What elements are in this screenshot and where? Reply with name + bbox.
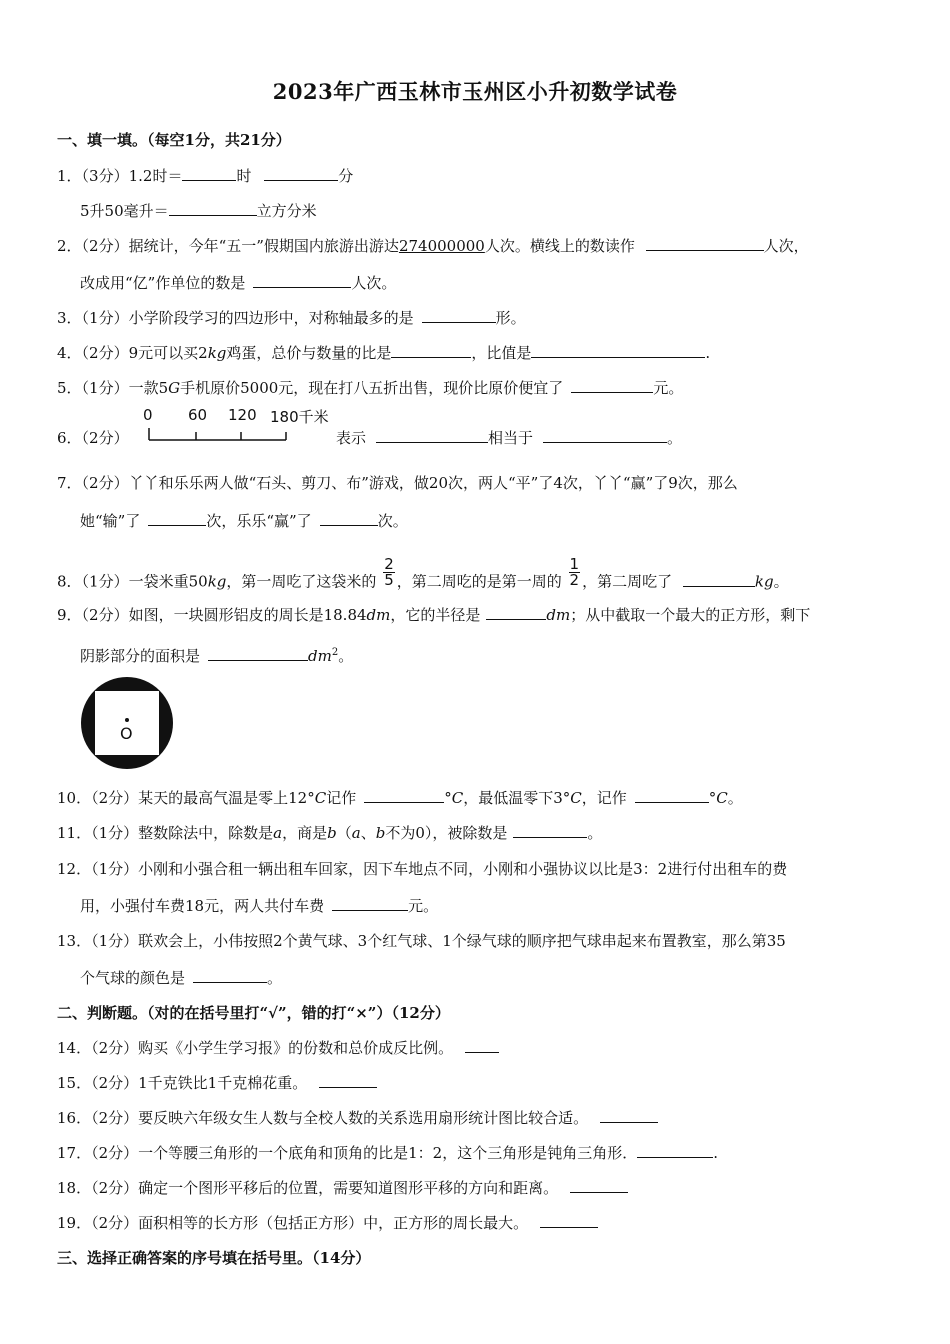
center-label: O (120, 724, 133, 743)
question-14: 14．（2分）购买《小学生学习报》的份数和总价成反比例。 (57, 1038, 499, 1058)
question-11: 11．（1分）整数除法中，除数是a，商是b（a、b不为0），被除数是 。 (57, 824, 603, 842)
fraction-two-fifths: $\frac{2}{5}$ (384, 555, 394, 589)
question-12-line-2: 用，小强付车费18元，两人共付车费 元。 (80, 897, 439, 915)
circle-square-svg (80, 676, 174, 770)
question-12: 12．（1分）小刚和小强合租一辆出租车回家，因下车地点不同，小刚和小强协议以比是3：2进行付出租车的费 (57, 860, 788, 878)
question-9-line-2: 阴影部分的面积是 $dm^2$。 (80, 647, 354, 665)
question-5: 5．（1分）一款5G手机原价5000元，现在打八五折出售，现价比原价便宜了 元。 (57, 379, 684, 397)
question-3: 3．（1分）小学阶段学习的四边形中，对称轴最多的是 形。 (57, 309, 526, 327)
question-1: 1．（3分）1.2时＝ 时 分 (57, 167, 354, 185)
question-2: 2．（2分）据统计，今年“五一”假期国内旅游出游达274000000人次。横线上的数读作 人次， (57, 237, 809, 255)
question-17: 17．（2分）一个等腰三角形的一个底角和顶角的比是1：2，这个三角形是钝角三角形． . (57, 1144, 719, 1162)
page-title: 2023年广西玉林市玉州区小升初数学试卷 (272, 79, 678, 104)
question-4: 4．（2分）9元可以买2kg鸡蛋，总价与数量的比是 ，比值是 . (57, 344, 711, 362)
question-16: 16．（2分）要反映六年级女生人数与全校人数的关系选用扇形统计图比较合适。 (57, 1108, 658, 1128)
question-18: 18．（2分）确定一个图形平移后的位置，需要知道图形平移的方向和距离。 (57, 1178, 628, 1198)
question-8: 8．（1分）一袋米重50kg，第一周吃了这袋米的 $\frac{2}{5}$ ，第二周吃的是第一周的 $\frac{1}{2}$ ，第二周吃了 kg。 (57, 555, 789, 591)
question-10: 10．（2分）某天的最高气温是零上12°C记作 °C，最低温零下3°C，记作 °C。 (57, 789, 743, 807)
question-1-line-2: 5升50毫升＝ 立方分米 (80, 202, 317, 220)
question-19: 19．（2分）面积相等的长方形（包括正方形）中，正方形的周长最大。 (57, 1213, 598, 1233)
section-2-heading: 二、判断题。（对的在括号里打“√”，错的打“×”）（12分） (57, 1004, 450, 1022)
fraction-one-half: $\frac{1}{2}$ (569, 555, 580, 589)
scale-label-0: 0 (143, 406, 153, 424)
circle-square-figure (80, 676, 174, 770)
question-13-line-2: 个气球的颜色是 。 (80, 969, 283, 987)
section-1-heading: 一、填一填。（每空1分，共21分） (57, 131, 291, 149)
scale-label-120: 120 (228, 406, 257, 424)
scale-label-60: 60 (188, 406, 208, 424)
scale-label-180: 180千米 (270, 408, 329, 426)
question-15: 15．（2分）1千克铁比1千克棉花重。 (57, 1073, 377, 1093)
scale-bar-lines (146, 406, 346, 446)
question-6: 6．（2分） (57, 429, 129, 447)
scale-bar (143, 406, 346, 446)
question-9: 9．（2分）如图，一块圆形铝皮的周长是18.84dm，它的半径是 dm；从中截取一个最大的正方形，剩下 (57, 606, 811, 624)
question-7: 7．（2分）丫丫和乐乐两人做“石头、剪刀、布”游戏，做20次，两人“平”了4次，丫丫“赢”了9次，那么 (57, 474, 738, 492)
question-6-rest: 表示 相当于 。 (336, 429, 683, 447)
question-13: 13．（1分）联欢会上，小伟按照2个黄气球、3个红气球、1个绿气球的顺序把气球串起来布置教室，那么第35 (57, 932, 786, 950)
question-7-line-2: 她“输”了 次，乐乐“赢”了 次。 (80, 512, 408, 530)
section-3-heading: 三、选择正确答案的序号填在括号里。（14分） (57, 1249, 371, 1267)
question-2-line-2: 改成用“亿”作单位的数是 人次。 (80, 274, 397, 292)
